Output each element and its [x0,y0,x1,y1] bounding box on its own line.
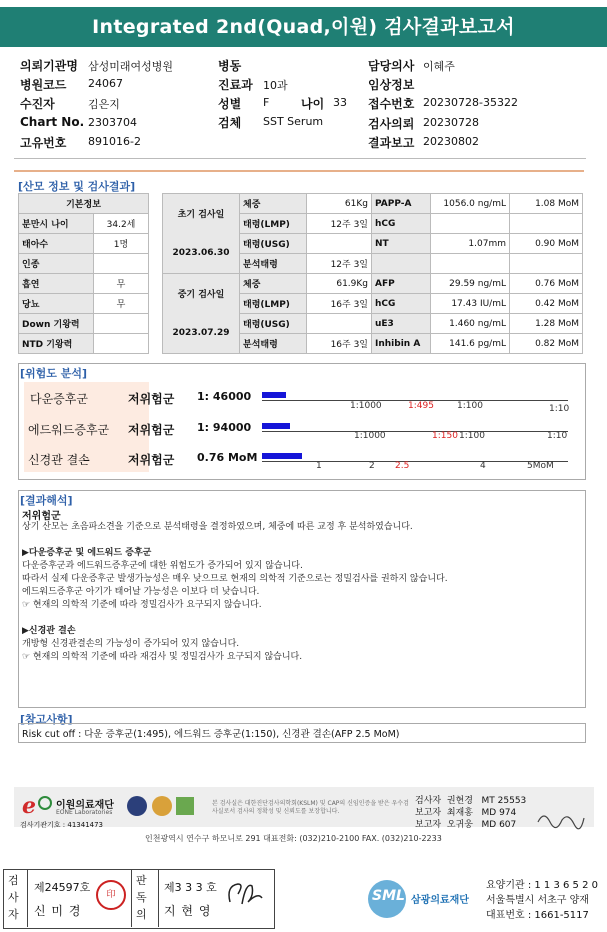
tick-label: 1:1000 [354,431,386,441]
signer-name: 오귀웅 [446,820,473,830]
table-row [19,234,149,254]
receipt-label: 접수번호 [368,97,415,111]
row-value: 무 [94,274,149,294]
risk-axis [262,461,568,462]
marker-result: 1.07mm [431,234,510,254]
signature-icon [224,876,264,912]
row-label: 흡연 [19,274,94,294]
marker-result: 141.6 pg/mL [431,334,510,354]
row-value [307,314,372,334]
risk-value: 0.76 MoM [197,451,258,464]
row-label: 태아수 [19,234,94,254]
divider [131,869,132,927]
row-value [94,314,149,334]
risk-bar [262,423,290,429]
marker-mom: 0.42 MoM [510,294,583,314]
sml-care-no: 요양기관 : 1 1 3 6 5 2 0 [486,880,598,891]
dept-value: 10과 [263,79,288,92]
text-line: 개방형 신경관결손의 가능성이 증가되어 있지 않습니다. [22,639,240,649]
row-key: 체중 [240,274,307,294]
examinee-label: 수진자 [20,97,55,111]
interpretation-heading: 저위험군 [22,511,61,522]
stamp-name2: 지 현 영 [164,904,212,918]
section-maternal-title: [산모 정보 및 검사결과] [18,180,136,193]
org-name-en: EONE Laboratories [56,809,113,816]
signer-row [415,807,526,819]
eone-logo-icon [20,793,54,817]
table-row [19,334,149,354]
marker-mom: 0.90 MoM [510,234,583,254]
first-test-label: 초기 검사일 [163,194,240,234]
sml-tel: 대표번호 : 1661-5117 [486,910,589,921]
chart-value: 2303704 [88,116,137,129]
divider [158,869,159,927]
kslm-seal-icon [127,796,147,816]
divider [14,158,586,159]
row-value: 16주 3일 [307,334,372,354]
marker-name: Inhibin A [372,334,431,354]
marker-result [431,254,510,274]
row-value: 1명 [94,234,149,254]
second-test-date: 2023.07.29 [163,314,240,354]
table-row [19,254,149,274]
signer-row [415,795,526,807]
row-value: 61.9Kg [307,274,372,294]
interpretation-title: [결과해석] [20,494,73,507]
tick-label: 1:1000 [350,401,382,411]
signer-id: MT 25553 [481,796,527,806]
row-label: Down 기왕력 [19,314,94,334]
hospital-code-value: 24067 [88,77,123,90]
row-value: 무 [94,294,149,314]
doctor-value: 이혜주 [423,60,455,73]
table-row [19,274,149,294]
signer-role: 보고자 [415,820,442,830]
table-row [19,294,149,314]
marker-mom: 1.28 MoM [510,314,583,334]
hospital-code-label: 병원코드 [20,78,67,92]
row-value [94,334,149,354]
row-value: 12주 3일 [307,254,372,274]
signer-name: 최재홍 [446,808,473,818]
divider [27,869,28,927]
specimen-label: 검체 [218,116,242,130]
table-row [163,274,583,294]
tick-label: 1 [316,461,322,471]
examinee-value: 김은지 [88,98,120,111]
cert-logo-icon [176,797,194,815]
risk-value: 1: 46000 [197,390,252,403]
row-value: 16주 3일 [307,294,372,314]
risk-value: 1: 94000 [197,421,252,434]
cutoff-tick-label: 1:495 [408,401,434,411]
row-key: 분석태령 [240,254,307,274]
text-line [22,612,582,625]
table-row [163,234,583,254]
tick-label: 1:100 [459,431,485,441]
basic-info-header: 기본정보 [19,194,149,214]
row-value: 61Kg [307,194,372,214]
risk-name: 다운증후군 [30,392,88,406]
row-key: 태령(LMP) [240,214,307,234]
tick-label: 1:100 [457,401,483,411]
marker-mom: 1.08 MoM [510,194,583,214]
report-label: 결과보고 [368,136,415,150]
row-value [307,234,372,254]
row-label: 당뇨 [19,294,94,314]
signature-icon [536,808,586,830]
marker-result: 29.59 ng/mL [431,274,510,294]
row-label: 분만시 나이 [19,214,94,234]
age-value: 33 [333,96,347,109]
row-label: 인종 [19,254,94,274]
signers [415,795,526,831]
row-value: 34.2세 [94,214,149,234]
marker-result [431,214,510,234]
tick-label: 2 [369,461,375,471]
unique-value: 891016-2 [88,135,141,148]
request-label: 검사의뢰 [368,117,415,131]
age-label: 나이 [301,97,325,111]
divider [14,170,584,172]
marker-result: 17.43 IU/mL [431,294,510,314]
tick-label: 1:10 [549,404,570,414]
signer-role: 검사자 [415,796,442,806]
text-line: 따라서 실제 다운증후군 발생가능성은 매우 낮으므로 현재의 의학적 기준으로는 정밀검사를 권하지 않습니다. [22,574,448,584]
institution-value: 삼성미래여성병원 [88,60,174,73]
row-label: NTD 기왕력 [19,334,94,354]
text-line: ☞ 현재의 의학적 기준에 따라 재검사 및 정밀검사가 요구되지 않습니다. [22,652,303,662]
tick-label: 5MoM [527,461,554,471]
text-line: ▶다운증후군 및 에드워드 증후군 [22,548,152,558]
stamp-num1: 제24597호 [34,881,91,894]
doctor-label: 담당의사 [368,59,415,73]
cutoff-tick-label: 1:150 [432,431,458,441]
report-value: 20230802 [423,135,479,148]
risk-name: 신경관 결손 [28,453,90,467]
risk-bar [262,392,286,398]
row-value: 12주 3일 [307,214,372,234]
footer-address: 인천광역시 연수구 하모니로 291 대표전화: (032)210-2100 FAX. (032)210-2233 [145,834,442,843]
row-key: 태령(LMP) [240,294,307,314]
risk-axis [262,431,568,432]
row-value [94,254,149,274]
marker-name: NT [372,234,431,254]
stamp-name1: 신 미 경 [34,904,82,918]
ward-label: 병동 [218,59,242,73]
cap-seal-icon [152,796,172,816]
marker-name [372,254,431,274]
row-key: 분석태령 [240,334,307,354]
svg-text:e: e [22,793,36,817]
marker-name: hCG [372,294,431,314]
receipt-value: 20230728-35322 [423,96,518,109]
cutoff-tick-label: 2.5 [395,461,410,471]
sml-address: 서울특별시 서초구 양재 [486,895,589,906]
seal-stamp-icon: 印 [96,880,126,910]
marker-mom [510,254,583,274]
reference-text: Risk cut off : 다운 증후군(1:495), 에드워드 증후군(1:150), 신경관 결손(AFP 2.5 MoM) [22,729,400,740]
marker-name: AFP [372,274,431,294]
text-line: 다운증후군과 에드워드증후군에 대한 위험도가 증가되어 있지 않습니다. [22,561,303,571]
org-name: 이원의료재단 [56,800,114,811]
tick-label: 4 [480,461,486,471]
marker-mom [510,214,583,234]
signer-name: 권현경 [446,796,473,806]
risk-name: 에드워드증후군 [28,423,110,437]
chart-label: Chart No. [20,115,85,129]
institution-label: 의뢰기관명 [20,59,78,73]
sex-label: 성별 [218,97,242,111]
text-line: 에드워드증후군 아기가 태어날 가능성은 이보다 더 낮습니다. [22,587,260,597]
signer-id: MD 974 [481,808,517,818]
text-line: ▶신경관 결손 [22,626,76,636]
org-reg: 검사기관기호 : 41341473 [20,821,104,829]
bottom-label2: 판독의 [136,874,147,921]
row-key: 체중 [240,194,307,214]
sml-name: 삼광의료재단 [411,895,469,906]
sex-value: F [263,96,270,109]
tick-label: 1:10 [547,431,568,441]
marker-result: 1.460 ng/mL [431,314,510,334]
marker-name: uE3 [372,314,431,334]
interpretation-text [22,521,582,664]
marker-name: hCG [372,214,431,234]
stamp-num2: 제3 3 3 호 [164,881,217,894]
cert-text: 본 검사실은 대한진단검사의학회(KSLM) 및 CAP의 신임인증을 받은 우수검사실로서 검사의 정확성 및 신뢰도를 보장합니다. [212,800,409,815]
text-line [22,534,582,547]
table-row [163,314,583,334]
basic-info-table [18,193,149,354]
risk-group: 저위험군 [128,453,175,467]
marker-result: 1056.0 ng/mL [431,194,510,214]
reference-title: [참고사항] [20,713,73,726]
bottom-label1: 검사자 [8,874,19,921]
table-row [163,194,583,214]
second-test-label: 중기 검사일 [163,274,240,314]
marker-mom: 0.82 MoM [510,334,583,354]
table-row [19,214,149,234]
first-test-date: 2023.06.30 [163,234,240,274]
signer-id: MD 607 [481,820,517,830]
results-table [162,193,583,354]
clinical-label: 임상정보 [368,78,415,92]
signer-role: 보고자 [415,808,442,818]
table-row [19,314,149,334]
text-line: ☞ 현재의 의학적 기준에 따라 정밀검사가 요구되지 않습니다. [22,600,262,610]
signer-row [415,819,526,831]
marker-name: PAPP-A [372,194,431,214]
risk-analysis-title: [위험도 분석] [20,367,88,380]
unique-label: 고유번호 [20,136,67,150]
dept-label: 진료과 [218,78,253,92]
report-title: Integrated 2nd(Quad,이원) 검사결과보고서 [0,7,607,47]
request-value: 20230728 [423,116,479,129]
risk-bar [262,453,302,459]
row-key: 태령(USG) [240,234,307,254]
marker-mom: 0.76 MoM [510,274,583,294]
risk-group: 저위험군 [128,392,175,406]
risk-group: 저위험군 [128,423,175,437]
sml-logo-text: SML [372,888,405,904]
row-key: 태령(USG) [240,314,307,334]
text-line: 상기 산모는 초음파소견을 기준으로 분석태령을 결정하였으며, 체중에 따른 교정 후 분석하였습니다. [22,522,413,532]
specimen-value: SST Serum [263,115,324,128]
